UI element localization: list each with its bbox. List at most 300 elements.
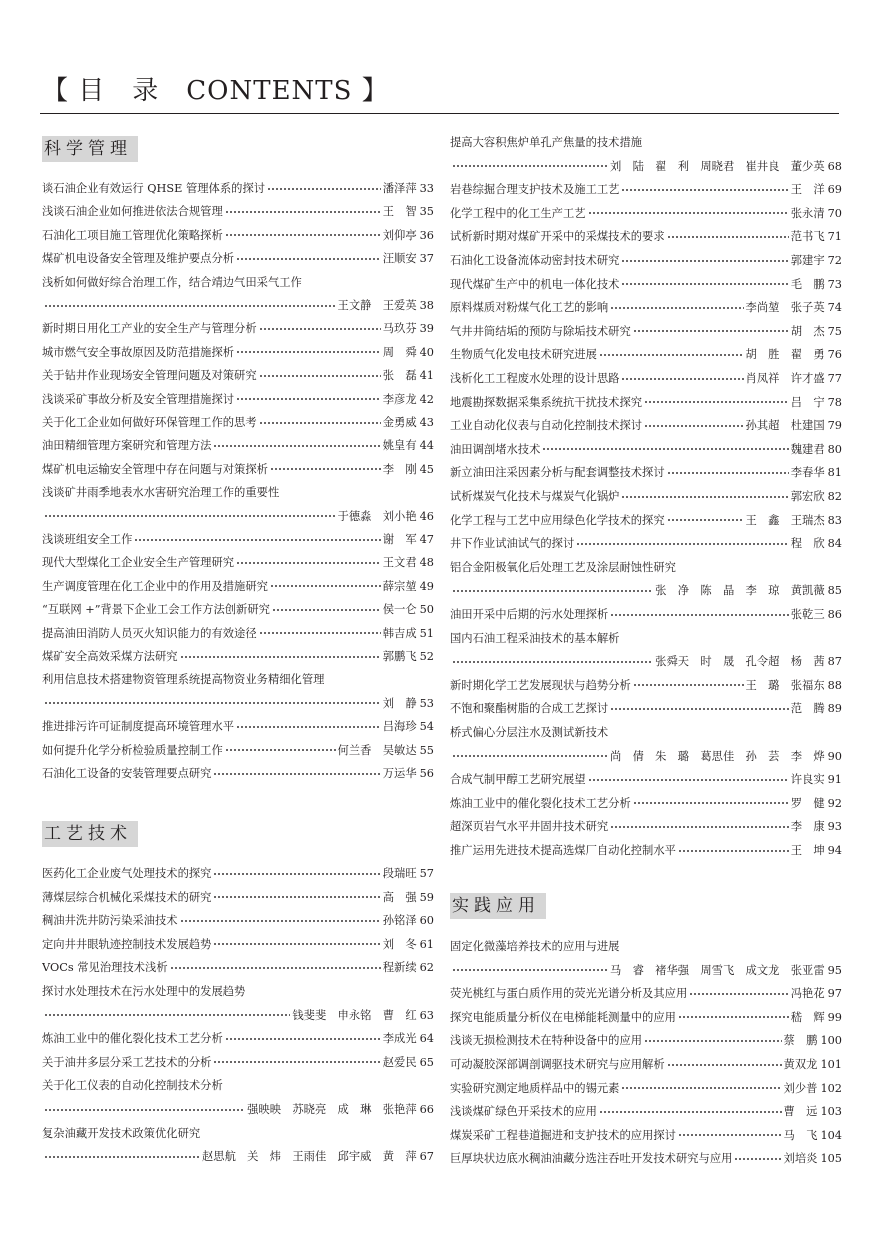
toc-entry-line [42, 482, 434, 500]
entry-page-number: 40 [419, 345, 434, 359]
toc-entry-line [42, 646, 434, 664]
toc-entry-line [42, 1146, 434, 1164]
entry-page-number: 103 [820, 1105, 842, 1119]
entry-page-number: 59 [419, 890, 434, 904]
leader-dots [599, 350, 744, 359]
entry-page-number: 44 [419, 439, 434, 453]
leader-dots [621, 256, 788, 265]
toc-entry-line [450, 983, 842, 1001]
entry-title: 桥式偏心分层注水及测试新技术 [450, 726, 609, 739]
leader-dots [610, 822, 789, 831]
toc-entry-line [42, 225, 434, 243]
entry-page-number: 101 [820, 1058, 842, 1071]
entry-page-number: 78 [827, 395, 842, 409]
entry-page-number: 67 [419, 1150, 434, 1164]
entry-authors: 范 腾 [790, 702, 825, 716]
entry-title: 油田精细管理方案研究和管理方法 [42, 439, 212, 453]
entry-authors: 马玖芬 [382, 322, 417, 336]
entry-page-number: 42 [419, 392, 434, 406]
toc-entry-line [42, 506, 434, 524]
toc-entry-line [42, 552, 434, 570]
entry-page-number: 65 [419, 1055, 434, 1069]
entry-title: 生物质气化发电技术研究进展 [450, 348, 597, 362]
entry-title: 关于钻井作业现场安全管理问题及对策研究 [42, 369, 257, 383]
toc-entry-line [42, 389, 434, 407]
leader-dots [678, 846, 789, 855]
leader-dots [270, 582, 381, 591]
entry-page-number: 104 [820, 1128, 842, 1142]
entry-authors: 薛宗堃 [382, 579, 417, 593]
toc-entry-line [42, 1123, 434, 1141]
leader-dots [236, 558, 381, 567]
leader-dots [213, 1058, 380, 1067]
leader-dots [44, 1105, 245, 1114]
toc-entry-line [42, 529, 434, 547]
entry-page-number: 79 [827, 419, 842, 433]
entry-page-number: 86 [827, 608, 842, 621]
entry-authors: 刘 冬 [382, 937, 417, 951]
toc-entry-line [450, 1030, 842, 1048]
toc-entry-line [450, 203, 842, 221]
entry-title: 油田开采中后期的污水处理探析 [450, 608, 609, 621]
leader-dots [180, 916, 381, 925]
entry-authors: 潘泽萍 [382, 182, 417, 195]
entry-authors: 李彦龙 [382, 392, 417, 406]
entry-page-number: 39 [419, 322, 434, 336]
toc-entry-line [450, 392, 842, 410]
entry-authors: 李春华 [790, 466, 825, 480]
entry-title: 油田调剖堵水技术 [450, 442, 541, 456]
entry-page-number: 80 [827, 442, 842, 456]
entry-page-number: 50 [419, 603, 434, 617]
entry-title: 现代大型煤化工企业安全生产管理研究 [42, 556, 235, 570]
entry-page-number: 36 [419, 228, 434, 242]
toc-entry-line [450, 274, 842, 292]
entry-authors: 孙其超 杜建国 [745, 419, 825, 433]
entry-authors: 吕海珍 [382, 720, 417, 734]
entry-authors: 张 净 陈 晶 李 琼 黄凯薇 [655, 584, 825, 598]
toc-entry-line [42, 435, 434, 453]
toc-entry-line [42, 248, 434, 266]
entry-page-number: 49 [419, 579, 434, 593]
entry-authors: 王 璐 张福东 [745, 678, 825, 692]
entry-title: 炼油工业中的催化裂化技术工艺分析 [450, 796, 631, 810]
entry-title: VOCs 常见治理技术浅析 [42, 961, 168, 975]
leader-dots [621, 1084, 781, 1093]
leader-dots [236, 254, 381, 263]
entry-authors: 段瑞旺 [382, 867, 417, 880]
toc-entry-line [42, 412, 434, 430]
entry-title: 现代煤矿生产中的机电一体化技术 [450, 277, 620, 291]
toc-entry-line [42, 1052, 434, 1070]
toc-entry-line [42, 910, 434, 928]
leader-dots [588, 775, 789, 784]
toc-entry-line [450, 368, 842, 386]
entry-title: 实验研究测定地质样品中的锡元素 [450, 1081, 620, 1095]
entry-authors: 王文君 [382, 556, 417, 570]
leader-dots [225, 231, 381, 240]
entry-authors: 嵇 辉 [790, 1010, 825, 1024]
toc-entry-line [450, 1148, 842, 1166]
leader-dots [667, 232, 789, 241]
leader-dots [588, 209, 789, 218]
entry-authors: 魏建君 [790, 442, 825, 456]
toc-entry-line [42, 342, 434, 360]
entry-page-number: 89 [827, 702, 842, 716]
toc-entry-line [42, 318, 434, 336]
leader-dots [452, 586, 653, 595]
entry-page-number: 35 [419, 205, 434, 219]
entry-authors: 许良实 [790, 773, 825, 787]
entry-page-number: 37 [419, 252, 434, 266]
entry-page-number: 88 [827, 678, 842, 692]
entry-title: 浅谈矿井雨季地表水水害研究治理工作的重要性 [42, 486, 280, 500]
toc-entry-line [42, 669, 434, 687]
entry-authors: 郭宏欣 [790, 490, 825, 503]
leader-dots [213, 441, 380, 450]
leader-dots [689, 989, 788, 998]
toc-entry-line [450, 769, 842, 787]
entry-title: 关于化工仪表的自动化控制技术分析 [42, 1079, 223, 1093]
leader-dots [576, 539, 788, 548]
leader-dots [644, 398, 789, 407]
entry-title: 利用信息技术搭建物资管理系统提高物资业务精细化管理 [42, 673, 325, 687]
entry-title: 原料煤质对粉煤气化工艺的影响 [450, 301, 609, 315]
entry-title: 超深页岩气水平井固井技术研究 [450, 820, 609, 834]
entry-title: 浅析如何做好综合治理工作，结合靖边气田采气工作 [42, 275, 302, 289]
entry-page-number: 48 [419, 556, 434, 570]
entry-page-number: 43 [419, 416, 434, 429]
leader-dots [259, 629, 381, 638]
entry-title: 新立油田注采因素分析与配套调整技术探讨 [450, 466, 665, 480]
toc-entry-line [42, 599, 434, 617]
entry-authors: 郭建宇 [790, 254, 825, 267]
entry-title: 定向井井眼轨迹控制技术发展趋势 [42, 937, 212, 951]
entry-authors: 刘 陆 翟 利 周晓君 崔井良 董少英 [609, 159, 825, 173]
leader-dots [633, 327, 789, 336]
entry-authors: 强映映 苏晓亮 成 琳 张艳萍 [247, 1103, 417, 1116]
leader-dots [225, 746, 336, 755]
leader-dots [180, 652, 381, 661]
toc-entry-line [450, 698, 842, 716]
entry-page-number: 52 [419, 650, 434, 663]
entry-authors: 金勇威 [382, 416, 417, 429]
entry-title: 医药化工企业废气处理技术的探究 [42, 867, 212, 880]
leader-dots [678, 1013, 789, 1022]
entry-authors: 王 洋 [790, 183, 825, 197]
leader-dots [259, 324, 381, 333]
entry-title: 复杂油藏开发技术政策优化研究 [42, 1126, 201, 1140]
entry-title: 化学工程中的化工生产工艺 [450, 206, 586, 220]
toc-entry-line [42, 981, 434, 999]
entry-authors: 万运华 [382, 767, 417, 780]
entry-title: 浅谈石油企业如何推进依法合规管理 [42, 205, 223, 219]
entry-title: 工业自动化仪表与自动化控制技术探讨 [450, 419, 643, 433]
entry-title: 煤矿安全高效采煤方法研究 [42, 650, 178, 663]
leader-dots [644, 421, 743, 430]
toc-entry-line [450, 580, 842, 598]
entry-authors: 韩吉成 [382, 626, 417, 640]
leader-dots [621, 492, 788, 501]
toc-entry-line [42, 934, 434, 952]
entry-authors: 王文静 王爱英 [337, 299, 417, 312]
entry-page-number: 47 [419, 533, 434, 546]
toc-entry-line [450, 226, 842, 244]
entry-title: 城市燃气安全事故原因及防范措施探析 [42, 345, 235, 359]
entry-title: 可动凝胶深部调剖调驱技术研究与应用解析 [450, 1058, 665, 1071]
entry-authors: 胡 胜 翟 勇 [745, 348, 825, 362]
leader-dots [667, 468, 789, 477]
entry-title: 气井井筒结垢的预防与除垢技术研究 [450, 324, 631, 338]
section-heading: 实践应用 [450, 893, 546, 919]
entry-authors: 刘仰亭 [382, 228, 417, 242]
toc-entry-line [450, 816, 842, 834]
toc-entry-line [450, 1054, 842, 1072]
entry-title: 关于化工企业如何做好环保管理工作的思考 [42, 416, 257, 429]
leader-dots [170, 963, 381, 972]
leader-dots [213, 940, 380, 949]
entry-authors: 李尚堃 张子英 [745, 301, 825, 315]
entry-page-number: 74 [827, 301, 842, 315]
entry-page-number: 76 [827, 348, 842, 362]
toc-entry-line [450, 156, 842, 174]
toc-entry-line [42, 1099, 434, 1117]
entry-authors: 于德淼 刘小艳 [337, 509, 417, 523]
toc-entry-line [450, 793, 842, 811]
entry-page-number: 93 [827, 820, 842, 834]
toc-entry-line [450, 840, 842, 858]
entry-page-number: 68 [827, 159, 842, 173]
entry-authors: 张舜天 时 晟 孔令超 杨 茜 [655, 655, 825, 669]
entry-page-number: 62 [419, 961, 434, 975]
toc-entry-line [450, 651, 842, 669]
entry-authors: 曹 远 [783, 1105, 818, 1119]
toc-entry-line [450, 533, 842, 551]
toc-entry-line [42, 623, 434, 641]
leader-dots [44, 512, 336, 521]
entry-authors: 钱斐斐 申永铭 曹 红 [292, 1008, 417, 1022]
entry-title: 试析新时期对煤矿开采中的采煤技术的要求 [450, 230, 665, 244]
entry-page-number: 90 [827, 749, 842, 763]
entry-authors: 马 睿 褚华强 周雪飞 成文龙 张亚雷 [609, 963, 825, 977]
toc-entry-line [42, 957, 434, 975]
leader-dots [44, 1152, 200, 1161]
leader-dots [633, 799, 789, 808]
entry-page-number: 92 [827, 796, 842, 810]
entry-title: 推广运用先进技术提高选煤厂自动化控制水平 [450, 844, 676, 857]
entry-authors: 张 磊 [382, 369, 417, 383]
entry-title: 浅谈无损检测技术在特种设备中的应用 [450, 1034, 643, 1048]
entry-authors: 罗 健 [790, 796, 825, 810]
leader-dots [259, 371, 381, 380]
toc-entry-line [450, 486, 842, 504]
entry-authors: 刘少普 [783, 1081, 818, 1095]
entry-title: 煤矿机电设备安全管理及维护要点分析 [42, 252, 235, 266]
toc-entry-line [42, 201, 434, 219]
toc-entry-line [42, 1005, 434, 1023]
entry-authors: 王 坤 [790, 844, 825, 857]
leader-dots [236, 348, 381, 357]
toc-entry-line [450, 321, 842, 339]
leader-dots [621, 185, 788, 194]
entry-authors: 黄双龙 [783, 1058, 818, 1071]
entry-title: 巨厚块状边底水稠油油藏分选注吞吐开发技术研究与应用 [450, 1152, 733, 1166]
entry-title: 关于油井多层分采工艺技术的分析 [42, 1055, 212, 1069]
entry-page-number: 85 [827, 584, 842, 598]
page-title: 【 目 录 CONTENTS 】 [42, 76, 389, 106]
entry-title: 浅析化工工程废水处理的设计思路 [450, 372, 620, 385]
toc-entry-line [450, 510, 842, 528]
entry-page-number: 61 [419, 937, 434, 951]
entry-title: 探讨水处理技术在污水处理中的发展趋势 [42, 985, 246, 998]
entry-authors: 张乾三 [790, 608, 825, 621]
entry-title: 石油化工设备的安装管理要点研究 [42, 767, 212, 780]
entry-title: 稠油井洗井防污染采油技术 [42, 914, 178, 928]
toc-entry-line [42, 716, 434, 734]
entry-title: 浅谈班组安全工作 [42, 533, 133, 546]
entry-title: 煤矿机电运输安全管理中存在问题与对策探析 [42, 462, 268, 476]
entry-authors: 马 飞 [783, 1128, 818, 1142]
toc-entry-line [42, 740, 434, 758]
entry-page-number: 57 [419, 867, 434, 880]
toc-entry-line [450, 462, 842, 480]
entry-title: 岩巷综掘合理支护技术及施工工艺 [450, 183, 620, 197]
entry-page-number: 45 [419, 462, 434, 476]
leader-dots [734, 1154, 781, 1163]
entry-page-number: 38 [419, 299, 434, 312]
entry-page-number: 73 [827, 277, 842, 291]
leader-dots [633, 681, 744, 690]
entry-page-number: 105 [820, 1152, 842, 1166]
leader-dots [621, 374, 743, 383]
toc-entry-line [450, 960, 842, 978]
entry-title: 石油化工设备流体动密封技术研究 [450, 254, 620, 267]
leader-dots [272, 605, 381, 614]
entry-page-number: 72 [827, 254, 842, 267]
toc-entry-line [450, 675, 842, 693]
toc-entry-line [42, 887, 434, 905]
entry-page-number: 100 [820, 1034, 842, 1048]
toc-entry-line [450, 297, 842, 315]
entry-page-number: 82 [827, 490, 842, 503]
entry-page-number: 95 [827, 963, 842, 977]
leader-dots [267, 184, 381, 193]
entry-authors: 孙铭泽 [382, 914, 417, 928]
entry-page-number: 66 [419, 1103, 434, 1116]
entry-page-number: 70 [827, 206, 842, 220]
leader-dots [452, 966, 608, 975]
toc-entry-line [450, 557, 842, 575]
entry-authors: 张永清 [790, 206, 825, 220]
section-heading: 工艺技术 [42, 821, 138, 847]
entry-authors: 王 智 [382, 205, 417, 219]
entry-authors: 郭鹏飞 [382, 650, 417, 663]
toc-entry-line [42, 1028, 434, 1046]
entry-page-number: 87 [827, 655, 842, 669]
leader-dots [44, 1011, 290, 1020]
entry-title: 合成气制甲醇工艺研究展望 [450, 773, 586, 787]
entry-authors: 谢 军 [382, 533, 417, 546]
entry-page-number: 83 [827, 513, 842, 527]
entry-page-number: 99 [827, 1010, 842, 1024]
entry-title: 薄煤层综合机械化采煤技术的研究 [42, 890, 212, 904]
entry-page-number: 81 [827, 466, 842, 480]
leader-dots [225, 207, 381, 216]
entry-authors: 肖凤祥 许才盛 [745, 372, 825, 385]
toc-entry-line [42, 1075, 434, 1093]
section-heading: 科学管理 [42, 136, 138, 162]
leader-dots [259, 418, 381, 427]
toc-entry-line [450, 250, 842, 268]
toc-entry-line [42, 295, 434, 313]
leader-dots [213, 893, 380, 902]
entry-title: 煤炭采矿工程巷道掘进和支护技术的应用探讨 [450, 1128, 676, 1142]
entry-title: 提高油田消防人员灭火知识能力的有效途径 [42, 626, 257, 640]
entry-authors: 程 欣 [790, 537, 825, 551]
toc-entry-line [42, 459, 434, 477]
toc-entry-line [42, 365, 434, 383]
toc-entry-line [450, 1078, 842, 1096]
leader-dots [599, 1107, 782, 1116]
entry-title: 生产调度管理在化工企业中的作用及措施研究 [42, 579, 268, 593]
entry-page-number: 102 [820, 1081, 842, 1095]
entry-page-number: 84 [827, 537, 842, 551]
entry-title: 浅谈采矿事故分析及安全管理措施探讨 [42, 392, 235, 406]
toc-entry-line [450, 439, 842, 457]
entry-authors: 程新续 [382, 961, 417, 975]
entry-title: 不饱和聚酯树脂的合成工艺探讨 [450, 702, 609, 716]
entry-authors: 汪顺安 [382, 252, 417, 266]
entry-authors: 王 鑫 王瑞杰 [745, 513, 825, 527]
toc-entry-line [450, 179, 842, 197]
entry-page-number: 56 [419, 767, 434, 780]
leader-dots [225, 1034, 381, 1043]
entry-authors: 李 刚 [382, 462, 417, 476]
entry-title: 井下作业试油试气的探讨 [450, 537, 575, 551]
entry-title: 谈石油企业有效运行 QHSE 管理体系的探讨 [42, 182, 266, 195]
entry-title: 试析煤炭气化技术与煤炭气化锅炉 [450, 490, 620, 503]
entry-title: “互联网 +”背景下企业工会工作方法创新研究 [42, 603, 270, 617]
entry-title: 如何提升化学分析检验质量控制工作 [42, 743, 223, 757]
entry-title: 石油化工项目施工管理优化策略探析 [42, 228, 223, 242]
entry-title: 荧光桃红与蛋白质作用的荧光光谱分析及其应用 [450, 987, 688, 1001]
leader-dots [213, 769, 380, 778]
leader-dots [678, 1131, 782, 1140]
entry-authors: 周 舜 [382, 345, 417, 359]
toc-entry-line [42, 693, 434, 711]
entry-title: 炼油工业中的催化裂化技术工艺分析 [42, 1032, 223, 1046]
leader-dots [44, 699, 381, 708]
leader-dots [236, 722, 381, 731]
title-divider [40, 113, 839, 114]
leader-dots [542, 445, 788, 454]
entry-authors: 李 康 [790, 820, 825, 834]
entry-title: 铝合金阳极氧化后处理工艺及涂层耐蚀性研究 [450, 560, 676, 574]
leader-dots [621, 280, 788, 289]
entry-authors: 姚皇有 [382, 439, 417, 453]
entry-page-number: 33 [419, 182, 434, 195]
entry-page-number: 64 [419, 1032, 434, 1046]
entry-page-number: 63 [419, 1008, 434, 1022]
entry-page-number: 97 [827, 987, 842, 1001]
leader-dots [270, 465, 381, 474]
leader-dots [134, 535, 380, 544]
entry-page-number: 75 [827, 324, 842, 338]
entry-page-number: 71 [827, 230, 842, 244]
toc-entry-line [42, 272, 434, 290]
entry-page-number: 51 [419, 626, 434, 640]
entry-authors: 胡 杰 [790, 324, 825, 338]
